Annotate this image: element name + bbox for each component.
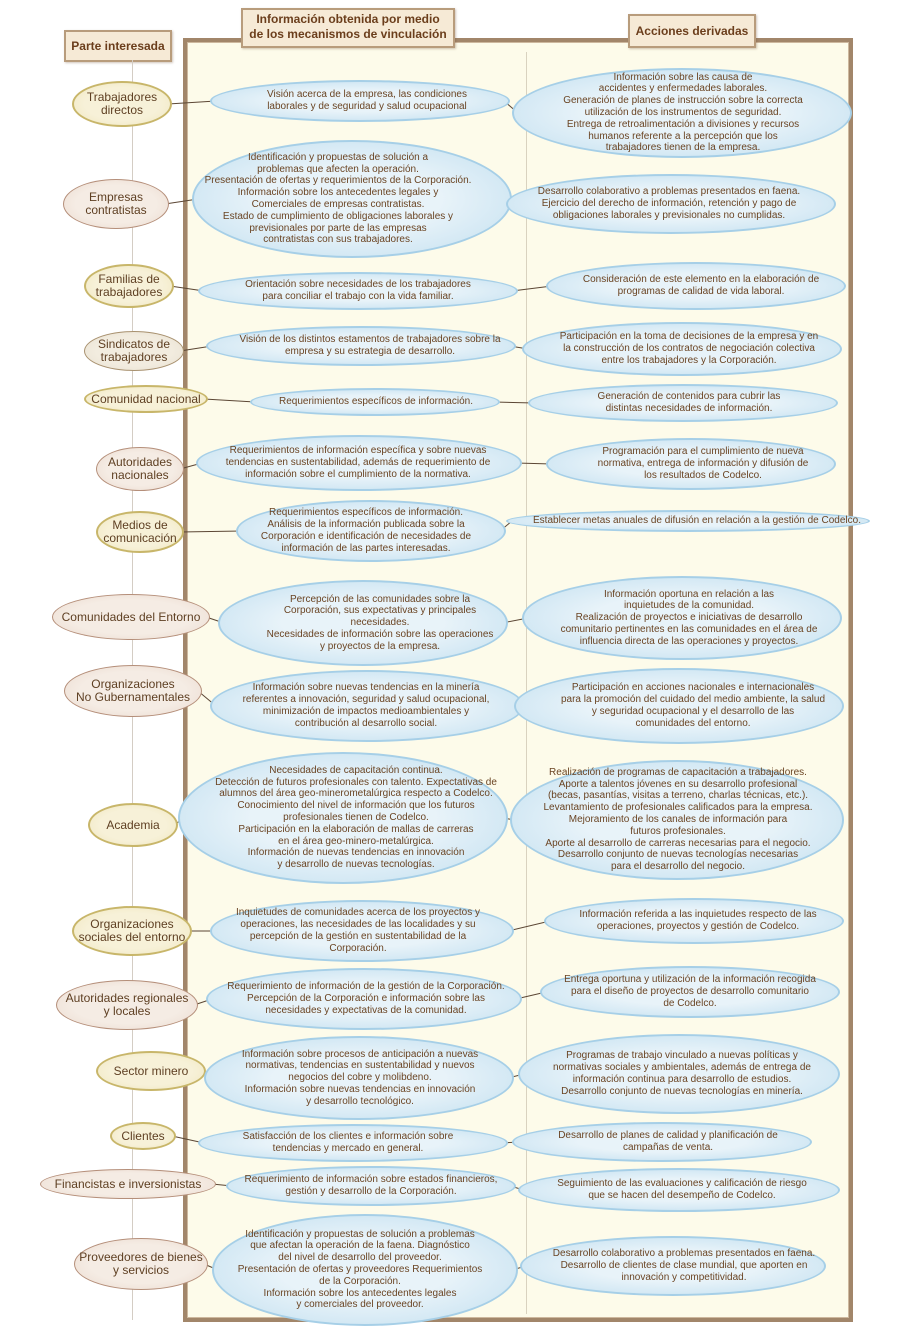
stakeholder-pill-8: Organizaciones No Gubernamentales [64,665,202,717]
info-text-15: Identificación y propuestas de solución a problemas que afectan la operación de la faena. Diagnóstico del nivel de desarrollo del proveedor. Presentación de ofertas y proveedores Requerimientos de la Corporación. Información sobre los antecedentes legales y comerciales del proveedor. [237,1228,483,1311]
action-text-11: Entrega oportuna y utilización de la información recogida para el diseño de proyectos de desarrollo comunitario de Codelco. [564,974,816,1009]
action-text-0: Información sobre las causa de accidentes y enfermedades laborales. Generación de planes de instrucción sobre la correcta utilización de los instrumentos de seguridad. Entrega de retroalimentación a divisiones y recursos humanos referente a la percepción que los trabajadores tienen de la empresa. [563,71,803,154]
stakeholder-pill-4: Comunidad nacional [84,385,208,413]
action-text-13: Desarrollo de planes de calidad y planificación de campañas de venta. [558,1130,778,1153]
stakeholder-pill-0: Trabajadores directos [72,81,172,127]
header-info-line2: de los mecanismos de vinculación [249,27,447,41]
stakeholder-pill-10: Organizaciones sociales del entorno [72,906,192,956]
stakeholder-pill-14: Financistas e inversionistas [40,1169,216,1199]
stakeholder-pill-15: Proveedores de bienes y servicios [74,1238,208,1290]
stakeholder-pill-13: Clientes [110,1122,176,1150]
action-text-8: Participación en acciones nacionales e internacionales para la promoción del cuidado del medio ambiente, la salud y seguridad ocupacional y el desarrollo de las comunidades del entorno. [560,682,826,729]
info-text-4: Requerimientos específicos de información. [279,396,473,408]
stakeholder-pill-12: Sector minero [96,1051,206,1091]
info-text-14: Requerimiento de información sobre estados financieros, gestión y desarrollo de la Corporación. [244,1174,498,1197]
stakeholder-pill-6: Medios de comunicación [96,511,184,553]
info-text-0: Visión acerca de la empresa, las condiciones laborales y de seguridad y salud ocupacional [267,89,467,112]
action-text-15: Desarrollo colaborativo a problemas presentados en faena. Desarrollo de clientes de clase mundial, que aporten en innovación y competitividad. [552,1248,816,1283]
action-text-10: Información referida a las inquietudes respecto de las operaciones, proyectos y gestión de Codelco. [579,909,817,932]
stakeholder-pill-5: Autoridades nacionales [96,447,184,491]
info-text-10: Inquietudes de comunidades acerca de los proyectos y operaciones, las necesidades de las localidades y su percepción de la gestión en sustentabilidad de la Corporación. [235,907,481,954]
action-text-3: Participación en la toma de decisiones de la empresa y en la construcción de los contratos de negociación colectiva entre los trabajadores y la Corporación. [559,331,819,366]
action-text-14: Seguimiento de las evaluaciones y calificación de riesgo que se hacen del desempeño de Codelco. [557,1178,807,1201]
stakeholder-pill-7: Comunidades del Entorno [52,594,210,640]
info-text-2: Orientación sobre necesidades de los trabajadores para conciliar el trabajo con la vida familiar. [245,279,471,302]
stakeholder-pill-2: Familias de trabajadores [84,264,174,308]
info-text-12: Información sobre procesos de anticipación a nuevas normativas, tendencias en sustentabilidad y nuevos negocios del cobre y molibdeno. Información sobre nuevas tendencias en innovación y desarrollo tecnológico. [241,1048,479,1107]
action-text-4: Generación de contenidos para cubrir las distintas necesidades de información. [597,391,781,414]
stakeholder-pill-3: Sindicatos de trabajadores [84,331,184,371]
info-text-5: Requerimientos de información específica y sobre nuevas tendencias en sustentabilidad, además de requerimiento de información sobre el cumplimiento de la normativa. [225,445,491,480]
info-text-8: Información sobre nuevas tendencias en la minería referentes a innovación, seguridad y salud ocupacional, minimización de impactos medioambientales y contribución al desarrollo social. [242,682,490,729]
info-text-13: Satisfacción de los clientes e información sobre tendencias y mercado en general. [242,1131,454,1154]
info-text-9: Necesidades de capacitación continua. Detección de futuros profesionales con talento. Expectativas de alumnos del área geo-minerometalúrgica respecto a Codelco. Conocimiento del nivel de información que los futuros profesionales tienen de Codelco. Participación en la elaboración de mallas de carreras en el área geo-minero-metalúrgica. Información de nuevas tendencias en innovación y desarrollo de nuevas tecnologías. [215,764,497,871]
info-text-6: Requerimientos específicos de información. Análisis de la información publicada sobre la Corporación e identificación de necesidades de información de las partes interesadas. [260,507,472,554]
info-text-1: Identificación y propuestas de solución a problemas que afecten la operación. Presentación de ofertas y requerimientos de la Corporación. Información sobre los antecedentes legales y Comerciales de empresas contratistas. Estado de cumplimiento de obligaciones laborales y previsionales por parte de las empresas contratistas con sus trabajadores. [204,151,472,246]
header-parte-label: Parte interesada [71,39,165,53]
action-text-7: Información oportuna en relación a las inquietudes de la comunidad. Realización de proyectos e iniciativas de desarrollo comunitario pertinentes en las comunidades en el área de influencia directa de las operaciones y proyectos. [560,588,818,647]
action-text-12: Programas de trabajo vinculado a nuevas políticas y normativas sociales y ambientales, además de entrega de información continua para desarrollo de estudios. Desarrollo conjunto de nuevas tecnologías en minería. [553,1050,811,1097]
info-text-3: Visión de los distintos estamentos de trabajadores sobre la empresa y su estrategia de desarrollo. [239,334,501,357]
stakeholder-pill-11: Autoridades regionales y locales [56,980,198,1030]
action-text-2: Consideración de este elemento en la elaboración de programas de calidad de vida laboral. [582,274,820,297]
info-text-11: Requerimiento de información de la gestión de la Corporación. Percepción de la Corporación e información sobre las necesidades y expectativas de la comunidad. [227,981,505,1016]
stakeholder-pill-1: Empresas contratistas [63,179,169,229]
action-text-5: Programación para el cumplimiento de nueva normativa, entrega de información y difusión de los resultados de Codelco. [597,446,809,481]
header-info-line1: Información obtenida por medio [256,12,440,26]
action-text-6: Establecer metas anuales de difusión en relación a la gestión de Codelco. [533,515,861,527]
header-acciones-label: Acciones derivadas [635,24,749,38]
stakeholder-pill-9: Academia [88,803,178,847]
action-text-1: Desarrollo colaborativo a problemas presentados en faena. Ejercicio del derecho de información, retención y pago de obligaciones laborales y previsionales no cumplidas. [537,186,801,221]
action-text-9: Realización de programas de capacitación a trabajadores. Aporte a talentos jóvenes en su desarrollo profesional (becas, pasantías, visitas a terreno, charlas técnicas, etc.). Levantamiento de profesionales calificados para la empresa. Mejoramiento de los canales de información para futuros profesionales. Aporte al desarrollo de carreras necesarias para el negocio. Desarrollo conjunto de nuevas tecnologías necesarias para el desarrollo del negocio. [543,766,813,873]
info-text-7: Percepción de las comunidades sobre la Corporación, sus expectativas y principales necesidades. Necesidades de información sobre las operaciones y proyectos de la empresa. [266,593,494,652]
